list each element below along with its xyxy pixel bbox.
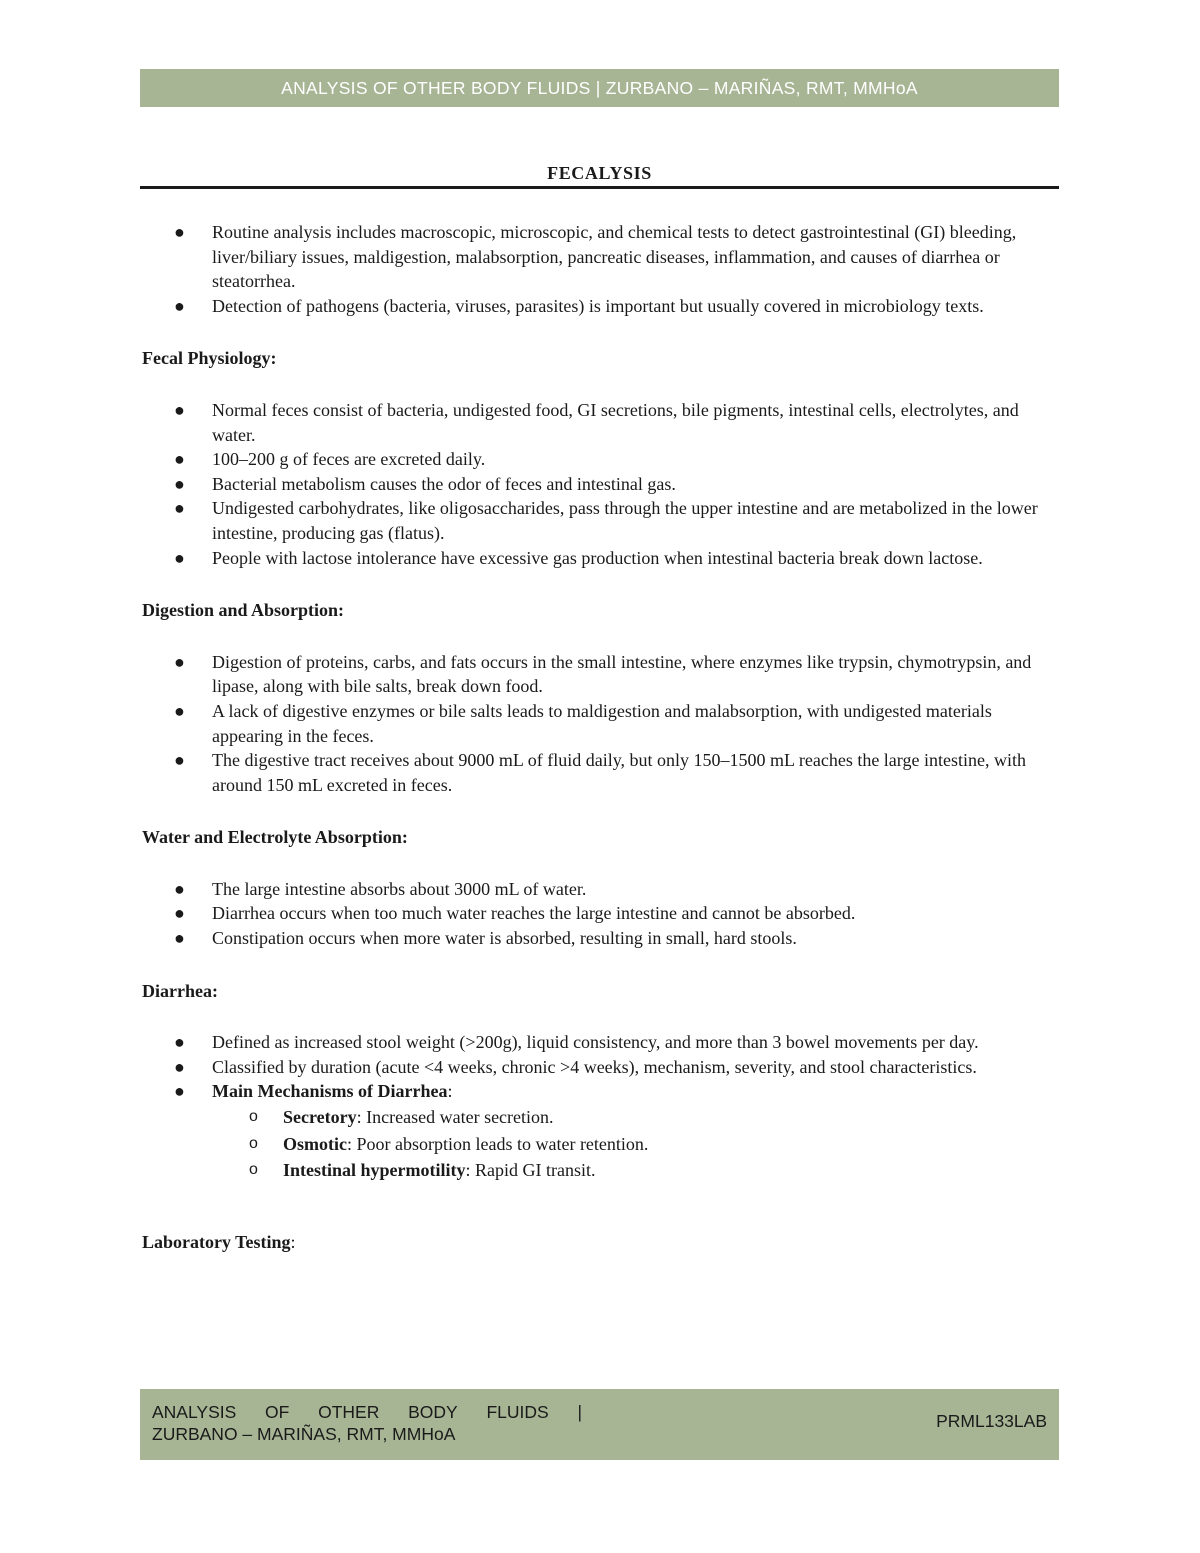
list-item: ● A lack of digestive enzymes or bile salts leads to maldigestion and malabsorption, with undigested materials appearing in the feces. bbox=[174, 700, 992, 746]
list-item: ● Undigested carbohydrates, like oligosaccharides, pass through the upper intestine and are metabolized in the lower intestine, producing gas (flatus). bbox=[174, 498, 1038, 543]
list-item: ● The digestive tract receives about 9000 mL of fluid daily, but only 150–1500 mL reaches the large intestine, with around 150 mL excreted in feces. bbox=[174, 750, 1026, 795]
document-title: FECALYSIS bbox=[547, 163, 652, 183]
bullet-icon: ● bbox=[174, 878, 185, 899]
bullet-icon: ● bbox=[174, 1081, 185, 1102]
list-item: ● Normal feces consist of bacteria, undigested food, GI secretions, bile pigments, intestinal cells, electrolytes, and water. bbox=[174, 399, 1019, 445]
page-header-band bbox=[140, 69, 1059, 107]
bullet-icon: ● bbox=[174, 928, 185, 949]
bullet-icon: ● bbox=[174, 1032, 185, 1053]
bullet-icon: ● bbox=[174, 399, 185, 420]
bullet-icon: ● bbox=[174, 222, 185, 242]
footer-course-code: PRML133LAB bbox=[936, 1411, 1047, 1431]
footer-line-2: ZURBANO – MARIÑAS, RMT, MMHoA bbox=[152, 1424, 456, 1444]
page-footer-band bbox=[140, 1389, 1059, 1460]
section-heading-digestion: Digestion and Absorption: bbox=[142, 600, 345, 621]
circle-bullet-icon: o bbox=[249, 1161, 258, 1179]
list-item: ● 100–200 g of feces are excreted daily. bbox=[142, 447, 1062, 472]
list-item: ● Routine analysis includes macroscopic, microscopic, and chemical tests to detect gastrointestinal (GI) bleeding, liver/biliary issues, maldigestion, malabsorption, pancreatic diseases, inflammation, and causes of diarrhea or steatorrhea. bbox=[174, 222, 1017, 292]
list-item: ● Classified by duration (acute <4 weeks, chronic >4 weeks), mechanism, severity, and stool characteristics. bbox=[142, 1055, 1062, 1080]
intro-list bbox=[142, 220, 1062, 318]
mechanisms-sublist bbox=[212, 1104, 1062, 1184]
list-item: ● Constipation occurs when more water is absorbed, resulting in small, hard stools. bbox=[142, 926, 1062, 951]
sub-list-item: o Osmotic: Poor absorption leads to water retention. bbox=[142, 1131, 1062, 1158]
bullet-icon: ● bbox=[174, 449, 185, 470]
fecal-physiology-list bbox=[142, 398, 1062, 570]
list-item: ● Diarrhea occurs when too much water reaches the large intestine and cannot be absorbed. bbox=[142, 901, 1062, 926]
list-item: ● Bacterial metabolism causes the odor of feces and intestinal gas. bbox=[142, 472, 1062, 497]
diarrhea-list bbox=[142, 1030, 1062, 1184]
footer-left-text bbox=[152, 1401, 582, 1445]
bullet-icon: ● bbox=[174, 295, 185, 316]
bullet-icon: ● bbox=[174, 700, 185, 721]
circle-bullet-icon: o bbox=[249, 1134, 258, 1152]
sub-list-item: o Intestinal hypermotility: Rapid GI transit. bbox=[142, 1157, 1062, 1184]
bullet-icon: ● bbox=[174, 547, 185, 568]
bullet-icon: ● bbox=[174, 1056, 185, 1077]
section-heading-laboratory-testing: Laboratory Testing: bbox=[142, 1231, 296, 1252]
list-item: ● Digestion of proteins, carbs, and fats occurs in the small intestine, where enzymes like trypsin, chymotrypsin, and lipase, along with bile salts, break down food. bbox=[174, 651, 1032, 697]
list-item: ● Defined as increased stool weight (>200g), liquid consistency, and more than 3 bowel movements per day. bbox=[142, 1030, 1062, 1055]
bullet-icon: ● bbox=[174, 903, 185, 924]
water-electrolyte-list bbox=[142, 877, 1062, 951]
digestion-list bbox=[142, 650, 1062, 798]
section-heading-fecal-physiology: Fecal Physiology: bbox=[142, 348, 277, 369]
bullet-icon: ● bbox=[174, 651, 185, 672]
bullet-icon: ● bbox=[174, 473, 185, 494]
list-item: ● Main Mechanisms of Diarrhea: o Secretory: Increased water secretion. o Osmotic: Poor absorption leads to water retention. o Intestinal hypermotility: Rapid GI transit. bbox=[142, 1079, 1062, 1183]
list-item: ● People with lactose intolerance have excessive gas production when intestinal bacteria break down lactose. bbox=[142, 546, 1062, 571]
list-item: ● Detection of pathogens (bacteria, viruses, parasites) is important but usually covered in microbiology texts. bbox=[142, 294, 1062, 319]
page-header-text: ANALYSIS OF OTHER BODY FLUIDS | ZURBANO – MARIÑAS, RMT, MMHoA bbox=[281, 77, 918, 98]
list-item: ● The large intestine absorbs about 3000 mL of water. bbox=[142, 877, 1062, 902]
title-underline bbox=[140, 186, 1059, 189]
document-body bbox=[142, 220, 1062, 1272]
bullet-icon: ● bbox=[174, 750, 185, 771]
section-heading-water-electrolyte: Water and Electrolyte Absorption: bbox=[142, 827, 408, 848]
footer-line-1: ANALYSIS OF OTHER BODY FLUIDS | bbox=[152, 1402, 582, 1422]
section-heading-diarrhea: Diarrhea: bbox=[142, 980, 218, 1001]
mechanisms-label: Main Mechanisms of Diarrhea bbox=[212, 1081, 448, 1102]
sub-list-item: o Secretory: Increased water secretion. bbox=[142, 1104, 1062, 1131]
bullet-icon: ● bbox=[174, 498, 185, 519]
circle-bullet-icon: o bbox=[249, 1108, 258, 1126]
